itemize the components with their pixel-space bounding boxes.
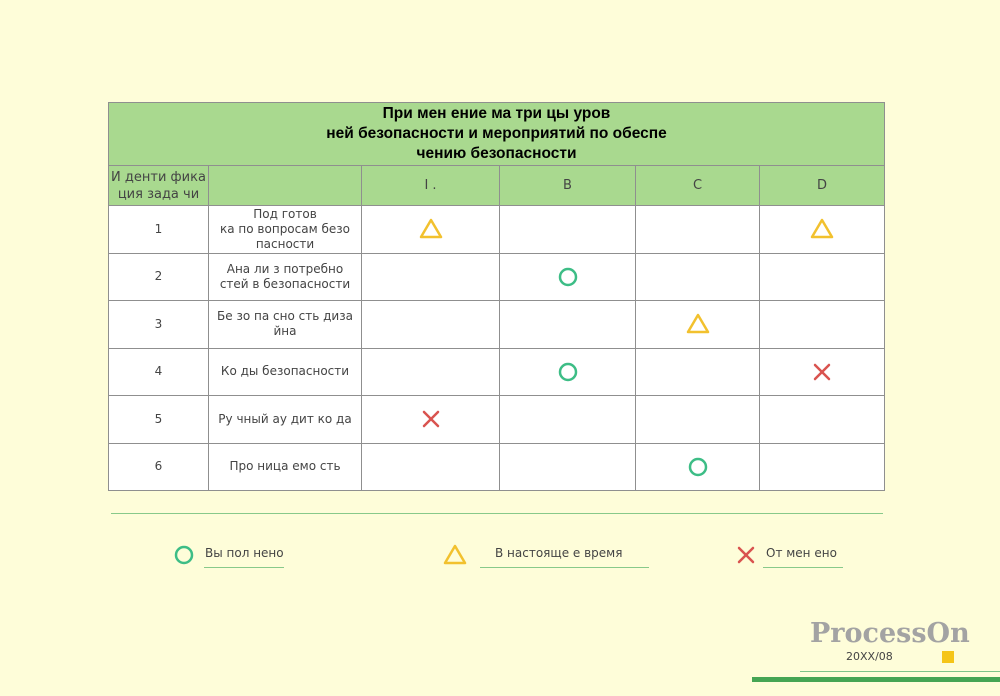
legend-divider xyxy=(111,513,883,514)
legend-done-label: Вы пол нено xyxy=(205,546,284,560)
circle-icon xyxy=(555,360,581,384)
row-number: 5 xyxy=(109,396,209,444)
legend-cancelled-underline xyxy=(763,567,843,568)
legend-in-progress-underline xyxy=(480,567,649,568)
header-col-1: I . xyxy=(362,166,500,206)
status-cell xyxy=(636,206,760,254)
brand-logo: ProcessOn xyxy=(810,618,970,649)
status-cell xyxy=(636,444,760,491)
status-cell xyxy=(362,254,500,302)
row-number: 3 xyxy=(109,301,209,349)
triangle-icon xyxy=(809,217,835,241)
row-number: 6 xyxy=(109,444,209,491)
status-cell xyxy=(760,349,884,397)
circle-icon xyxy=(555,265,581,289)
triangle-icon xyxy=(443,543,467,567)
legend-in-progress xyxy=(443,543,650,569)
legend-cancelled-label: От мен ено xyxy=(766,546,837,560)
cross-icon xyxy=(734,543,758,567)
status-cell xyxy=(500,254,636,302)
header-col-c: C xyxy=(636,166,760,206)
triangle-icon xyxy=(418,217,444,241)
row-number: 2 xyxy=(109,254,209,302)
brand-thick-line xyxy=(752,677,1000,682)
status-cell xyxy=(636,396,760,444)
status-cell xyxy=(760,254,884,302)
row-number: 4 xyxy=(109,349,209,397)
status-cell xyxy=(760,301,884,349)
task-name: Ана ли з потребно стей в безопасности xyxy=(209,254,362,302)
task-name: Про ница емо сть xyxy=(209,444,362,491)
security-matrix-table xyxy=(108,102,885,491)
legend-done xyxy=(172,543,285,569)
status-cell xyxy=(760,396,884,444)
cross-icon xyxy=(418,407,444,431)
header-task xyxy=(209,166,362,206)
task-name: Бе зо па сно сть диза йна xyxy=(209,301,362,349)
status-cell xyxy=(500,396,636,444)
status-cell xyxy=(500,301,636,349)
legend-in-progress-label: В настояще е время xyxy=(495,546,623,560)
brand-thin-line xyxy=(800,671,1000,672)
status-cell xyxy=(636,349,760,397)
status-cell xyxy=(760,206,884,254)
triangle-icon xyxy=(685,312,711,336)
status-cell xyxy=(500,444,636,491)
task-name: Под готов ка по вопросам безо пасности xyxy=(209,206,362,254)
task-name: Ру чный ау дит ко да xyxy=(209,396,362,444)
circle-icon xyxy=(685,455,711,479)
legend-cancelled xyxy=(734,543,844,569)
status-cell xyxy=(760,444,884,491)
status-cell xyxy=(362,349,500,397)
status-cell xyxy=(362,396,500,444)
status-cell xyxy=(636,254,760,302)
header-identification: И денти фика ция зада чи xyxy=(109,166,209,206)
legend-done-underline xyxy=(204,567,284,568)
status-cell xyxy=(362,444,500,491)
cross-icon xyxy=(809,360,835,384)
brand-square xyxy=(942,651,954,663)
task-name: Ко ды безопасности xyxy=(209,349,362,397)
status-cell xyxy=(362,206,500,254)
circle-icon xyxy=(172,543,196,567)
status-cell xyxy=(362,301,500,349)
status-cell xyxy=(500,349,636,397)
table-title-band xyxy=(109,103,884,166)
status-cell xyxy=(636,301,760,349)
header-col-b: B xyxy=(500,166,636,206)
row-number: 1 xyxy=(109,206,209,254)
header-col-d: D xyxy=(760,166,884,206)
brand-date: 20XX/08 xyxy=(846,650,893,663)
status-cell xyxy=(500,206,636,254)
table-title: При мен ение ма три цы уров ней безопасности и мероприятий по обеспе чению безопасности xyxy=(326,105,667,162)
